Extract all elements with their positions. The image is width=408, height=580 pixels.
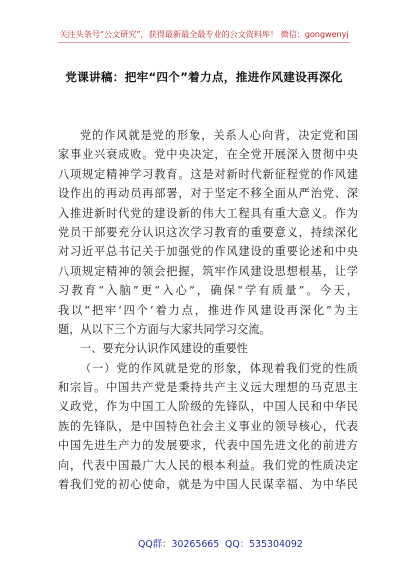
body-line: 义政党，作为中国工人阶级的先锋队，中国人民和中华民: [58, 400, 358, 414]
body-line: 和宗旨。中国共产党是秉持共产主义远大理想的马克思主: [58, 381, 358, 395]
body-line: 我以“把牢‘四个’着力点，推进作风建设再深化”为主: [58, 303, 358, 317]
body-line: 八项规定精神的领会把握，筑牢作风建设思想根基，让学: [58, 264, 358, 278]
body-line: 党员干部要充分认识这次学习教育的重要意义，持续深化: [58, 225, 358, 239]
body-line: 八项规定精神学习教育。这是对新时代新征程党的作风建: [58, 167, 358, 181]
body-line: 族的先锋队，是中国特色社会主义事业的领导核心，代表: [58, 419, 358, 433]
body-line: （一）党的作风就是党的形象，体现着我们党的性质: [80, 361, 358, 375]
document-title: 党课讲稿：把牢“四个”着力点，推进作风建设再深化: [65, 70, 343, 84]
body-line: 党的作风就是党的形象，关系人心向背，决定党和国: [80, 129, 358, 142]
body-line: 对习近平总书记关于加强党的作风建设的重要论述和中央: [58, 245, 358, 259]
footer-contact: [0, 538, 408, 552]
body-line: 家事业兴衰成败。党中央决定，在全党开展深入贯彻中央: [58, 148, 358, 162]
qq-group-number: QQ群：30265665: [138, 539, 220, 550]
body-line: 习教育“入脑”更“入心”，确保“学有质量”。今天，: [58, 284, 358, 298]
body-line: 题，从以下三个方面与大家共同学习交流。: [58, 322, 271, 336]
section-heading: 一、要充分认识作风建设的重要性: [80, 342, 248, 356]
body-line: 向，代表中国最广大人民的根本利益。我们党的性质决定: [58, 458, 358, 472]
body-line: 中国先进生产力的发展要求，代表中国先进文化的前进方: [58, 439, 358, 453]
body-line: 入推进新时代党的建设新的伟大工程具有重大意义。作为: [58, 206, 358, 220]
body-line: 着我们党的初心使命，就是为中国人民谋幸福、为中华民: [58, 478, 358, 492]
qq-number: QQ：535304092: [225, 539, 303, 550]
body-line: 设作出的再动员再部署，对于坚定不移全面从严治党、深: [58, 187, 358, 201]
header-divider: [58, 42, 350, 43]
document-body: [58, 126, 358, 494]
header-banner: 关注头条号“公文研究”，获得最新最全最专业的公文资料库！ 微信：gongwenyj: [59, 29, 349, 39]
